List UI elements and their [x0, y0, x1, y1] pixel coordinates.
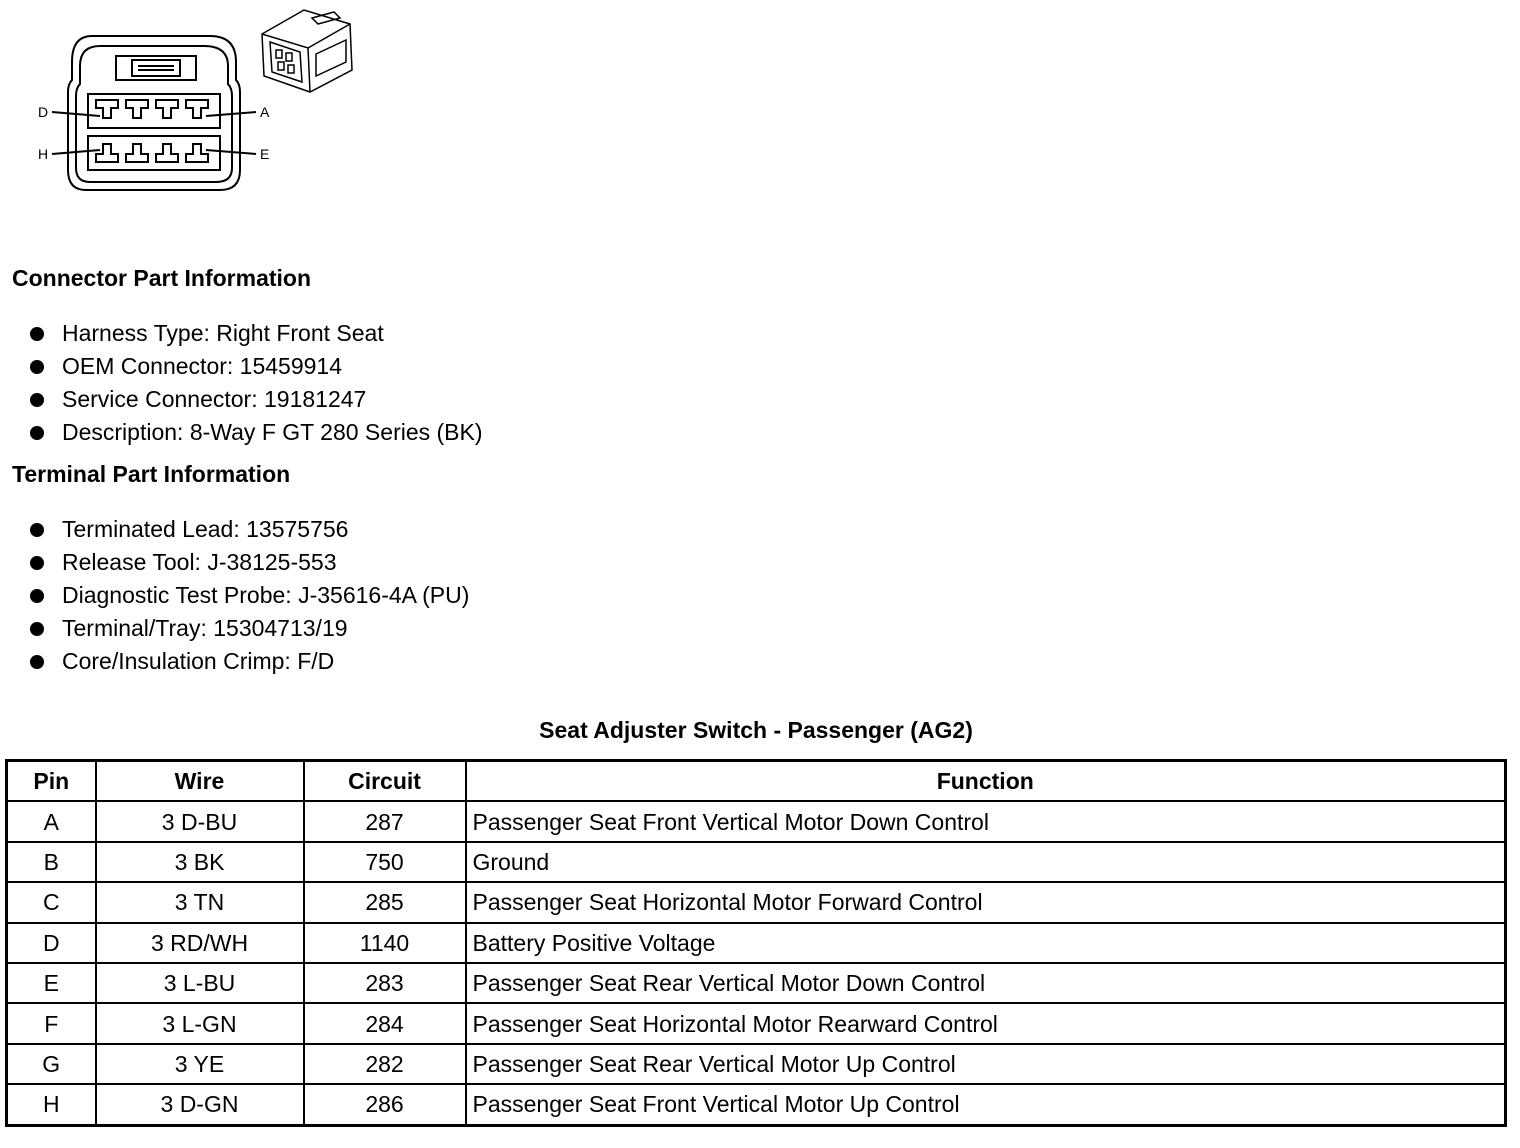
- list-item: Core/Insulation Crimp: F/D: [28, 646, 469, 679]
- cell-function: Passenger Seat Horizontal Motor Rearward Control: [466, 1003, 1506, 1043]
- cell-function: Passenger Seat Rear Vertical Motor Down Control: [466, 963, 1506, 1003]
- connector-diagram: [0, 0, 380, 200]
- column-header-function: Function: [466, 761, 1506, 802]
- cell-wire: 3 L-BU: [96, 963, 304, 1003]
- cell-circuit: 287: [304, 801, 466, 841]
- cell-circuit: 1140: [304, 923, 466, 963]
- table-row: [7, 923, 1506, 963]
- pinout-table: [5, 759, 1507, 1127]
- cell-pin: B: [7, 842, 96, 882]
- bullet-icon: [30, 622, 44, 636]
- cell-wire: 3 TN: [96, 882, 304, 922]
- cell-function: Passenger Seat Rear Vertical Motor Up Control: [466, 1044, 1506, 1084]
- cell-wire: 3 BK: [96, 842, 304, 882]
- cell-wire: 3 RD/WH: [96, 923, 304, 963]
- table-row: [7, 1003, 1506, 1043]
- bullet-icon: [30, 327, 44, 341]
- list-item: Terminated Lead: 13575756: [28, 514, 469, 547]
- cell-circuit: 282: [304, 1044, 466, 1084]
- terminal-part-list: [28, 514, 469, 679]
- list-item: Harness Type: Right Front Seat: [28, 318, 483, 351]
- table-row: [7, 1084, 1506, 1125]
- list-item: Terminal/Tray: 15304713/19: [28, 613, 469, 646]
- cell-pin: F: [7, 1003, 96, 1043]
- cell-function: Battery Positive Voltage: [466, 923, 1506, 963]
- bullet-icon: [30, 556, 44, 570]
- cell-pin: D: [7, 923, 96, 963]
- cell-circuit: 285: [304, 882, 466, 922]
- table-row: [7, 842, 1506, 882]
- cell-function: Passenger Seat Horizontal Motor Forward Control: [466, 882, 1506, 922]
- cell-wire: 3 L-GN: [96, 1003, 304, 1043]
- cell-pin: A: [7, 801, 96, 841]
- cell-function: Ground: [466, 842, 1506, 882]
- cell-pin: E: [7, 963, 96, 1003]
- table-row: [7, 801, 1506, 841]
- column-header-circuit: Circuit: [304, 761, 466, 802]
- cell-circuit: 286: [304, 1084, 466, 1125]
- list-item: Diagnostic Test Probe: J-35616-4A (PU): [28, 580, 469, 613]
- terminal-part-title: Terminal Part Information: [12, 461, 291, 487]
- cell-wire: 3 D-GN: [96, 1084, 304, 1125]
- table-row: [7, 1044, 1506, 1084]
- bullet-icon: [30, 393, 44, 407]
- bullet-icon: [30, 523, 44, 537]
- list-item: Description: 8-Way F GT 280 Series (BK): [28, 417, 483, 450]
- cell-circuit: 283: [304, 963, 466, 1003]
- list-item: Release Tool: J-38125-553: [28, 547, 469, 580]
- table-row: [7, 882, 1506, 922]
- pin-label-a: A: [260, 104, 270, 120]
- bullet-icon: [30, 655, 44, 669]
- list-item: Service Connector: 19181247: [28, 384, 483, 417]
- table-header-row: [7, 761, 1506, 802]
- cell-pin: C: [7, 882, 96, 922]
- column-header-pin: Pin: [7, 761, 96, 802]
- cell-circuit: 750: [304, 842, 466, 882]
- cell-wire: 3 YE: [96, 1044, 304, 1084]
- cell-function: Passenger Seat Front Vertical Motor Up Control: [466, 1084, 1506, 1125]
- table-title: Seat Adjuster Switch - Passenger (AG2): [539, 717, 973, 743]
- cell-pin: G: [7, 1044, 96, 1084]
- cell-function: Passenger Seat Front Vertical Motor Down Control: [466, 801, 1506, 841]
- column-header-wire: Wire: [96, 761, 304, 802]
- connector-part-list: [28, 318, 483, 450]
- bullet-icon: [30, 426, 44, 440]
- pin-label-h: H: [38, 146, 49, 162]
- cell-wire: 3 D-BU: [96, 801, 304, 841]
- pin-label-e: E: [260, 146, 270, 162]
- table-row: [7, 963, 1506, 1003]
- bullet-icon: [30, 360, 44, 374]
- connector-part-title: Connector Part Information: [12, 265, 312, 291]
- list-item: OEM Connector: 15459914: [28, 351, 483, 384]
- bullet-icon: [30, 589, 44, 603]
- connector-thumbnail: [262, 10, 352, 92]
- pin-label-d: D: [38, 104, 49, 120]
- cell-pin: H: [7, 1084, 96, 1125]
- cell-circuit: 284: [304, 1003, 466, 1043]
